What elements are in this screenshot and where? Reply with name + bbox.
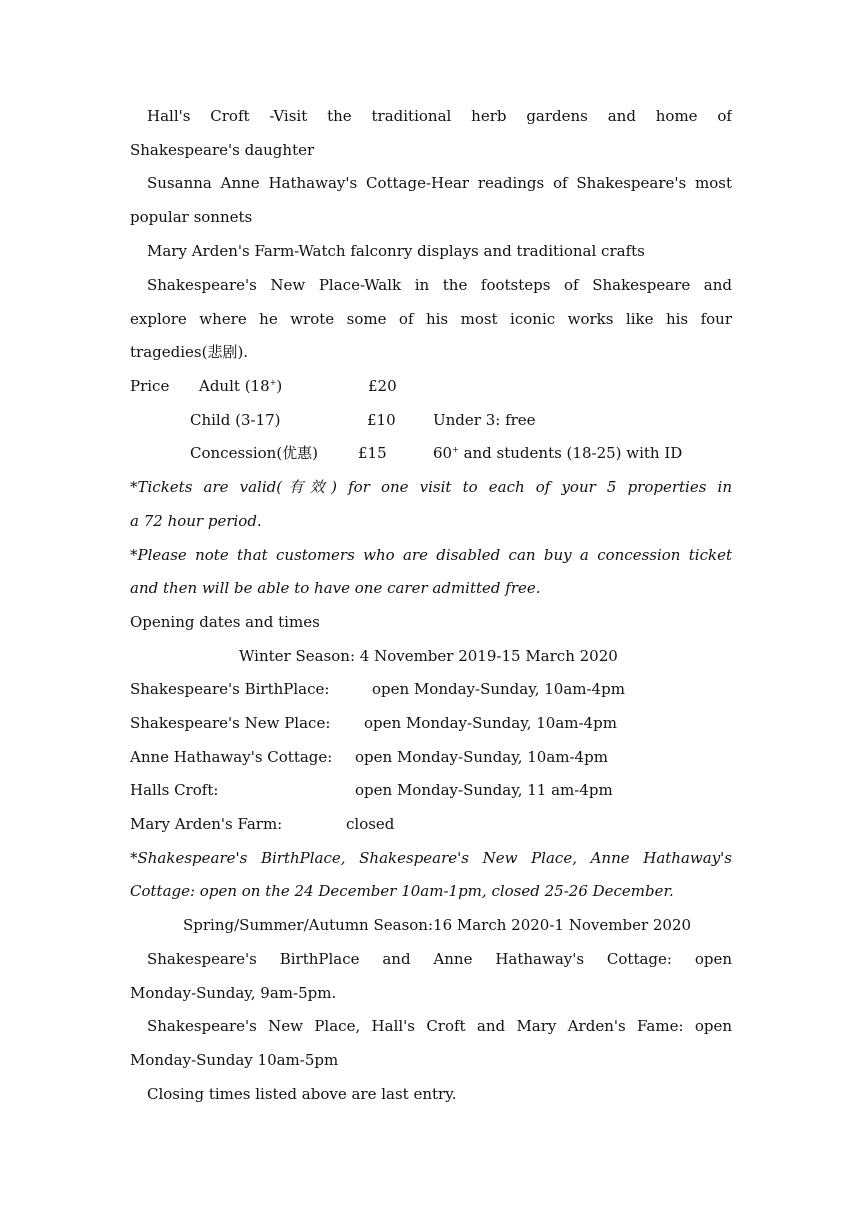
winter-row-birthplace xyxy=(130,672,732,706)
summer-season-heading: Spring/Summer/Autumn Season:16 March 2020-1 November 2020 xyxy=(183,916,692,934)
winter-hours: open Monday-Sunday, 10am-4pm xyxy=(372,680,625,698)
concession-price: £15 xyxy=(358,444,387,462)
closing-times-note: Closing times listed above are last entry. xyxy=(147,1085,457,1103)
adult-price: £20 xyxy=(368,377,397,395)
property-hallscroft-line2: Shakespeare's daughter xyxy=(130,141,315,159)
concession-label: Concession(优惠) xyxy=(190,444,319,462)
winter-place: Shakespeare's BirthPlace: xyxy=(130,680,330,698)
winter-hours: open Monday-Sunday, 10am-4pm xyxy=(364,714,617,732)
child-note: Under 3: free xyxy=(433,411,536,429)
winter-place: Anne Hathaway's Cottage: xyxy=(130,748,333,766)
child-price: £10 xyxy=(367,411,396,429)
winter-hours: open Monday-Sunday, 10am-4pm xyxy=(355,748,608,766)
property-maryarden: Mary Arden's Farm-Watch falconry displays and traditional crafts xyxy=(147,242,645,260)
price-row-concession xyxy=(130,436,732,470)
disabled-carer-note-line1: *Please note that customers who are disabled can buy a concession ticket xyxy=(130,546,732,564)
winter-place: Shakespeare's New Place: xyxy=(130,714,331,732)
child-label: Child (3-17) xyxy=(190,411,281,429)
winter-place: Mary Arden's Farm: xyxy=(130,815,283,833)
ticket-validity-note-line2: a 72 hour period. xyxy=(130,512,262,530)
property-annehathaway-line2: popular sonnets xyxy=(130,208,253,226)
winter-hours: open Monday-Sunday, 11 am-4pm xyxy=(355,781,613,799)
winter-note-line2: Cottage: open on the 24 December 10am-1pm, closed 25-26 December. xyxy=(130,882,674,900)
concession-note: 60+ and students (18-25) with ID xyxy=(433,444,683,462)
winter-row-maryarden xyxy=(130,807,732,841)
winter-season-heading: Winter Season: 4 November 2019-15 March 2020 xyxy=(239,647,618,665)
price-row-adult xyxy=(130,369,732,403)
property-newplace-line2: explore where he wrote some of his most iconic works like his four xyxy=(130,310,732,328)
winter-place: Halls Croft: xyxy=(130,781,219,799)
disabled-carer-note-line2: and then will be able to have one carer admitted free. xyxy=(130,579,541,597)
winter-row-newplace xyxy=(130,706,732,740)
summer-row-1-line2: Monday-Sunday, 9am-5pm. xyxy=(130,984,337,1002)
price-label: Price xyxy=(130,377,170,395)
winter-note-line1: *Shakespeare's BirthPlace, Shakespeare's New Place, Anne Hathaway's xyxy=(130,849,732,867)
summer-row-2-line2: Monday-Sunday 10am-5pm xyxy=(130,1051,339,1069)
property-annehathaway-line1: Susanna Anne Hathaway's Cottage-Hear readings of Shakespeare's most xyxy=(147,174,732,192)
adult-label: Adult (18+) xyxy=(199,377,283,395)
summer-row-2-line1: Shakespeare's New Place, Hall's Croft and Mary Arden's Fame: open xyxy=(147,1017,732,1035)
opening-heading: Opening dates and times xyxy=(130,613,320,631)
property-newplace-line1: Shakespeare's New Place-Walk in the footsteps of Shakespeare and xyxy=(147,276,732,294)
winter-row-annehathaway xyxy=(130,740,732,774)
ticket-validity-note-line1: *Tickets are valid(有效) for one visit to each of your 5 properties in xyxy=(130,478,732,496)
summer-row-1-line1: Shakespeare's BirthPlace and Anne Hathaway's Cottage: open xyxy=(147,950,732,968)
property-hallscroft-line1: Hall's Croft -Visit the traditional herb gardens and home of xyxy=(147,107,732,125)
winter-hours: closed xyxy=(346,815,395,833)
property-newplace-line3: tragedies(悲剧). xyxy=(130,343,249,361)
price-row-child xyxy=(130,403,732,437)
winter-row-hallscroft xyxy=(130,773,732,807)
